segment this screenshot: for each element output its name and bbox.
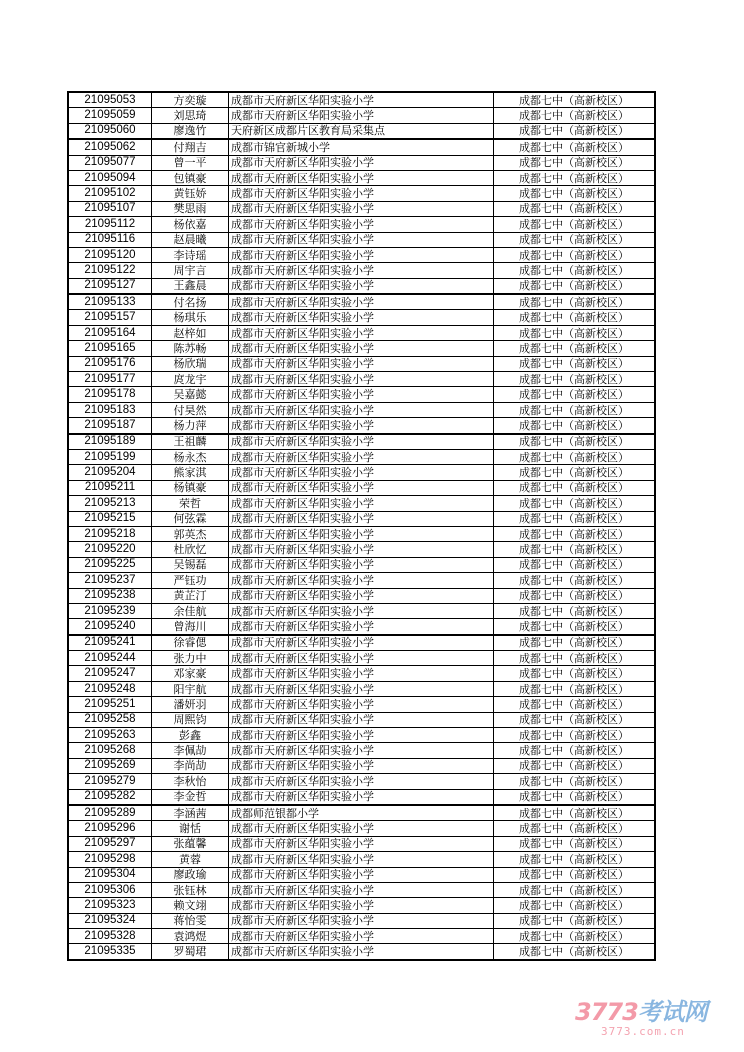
destination-cell: 成都七中（高新校区）: [494, 247, 656, 262]
table-row: [68, 651, 655, 666]
student-id-cell: 21095094: [68, 170, 152, 185]
table-row: [68, 557, 655, 572]
destination-cell: 成都七中（高新校区）: [494, 496, 656, 511]
school-cell: 成都市天府新区华阳实验小学: [229, 898, 494, 913]
destination-cell: 成都七中（高新校区）: [494, 743, 656, 758]
table-row: [68, 108, 655, 123]
student-name-cell: 王鑫晨: [152, 278, 229, 294]
school-cell: 成都市天府新区华阳实验小学: [229, 526, 494, 541]
student-name-cell: 周宇言: [152, 263, 229, 278]
table-row: [68, 341, 655, 356]
school-cell: 成都市天府新区华阳实验小学: [229, 278, 494, 294]
table-row: [68, 278, 655, 294]
student-id-cell: 21095187: [68, 418, 152, 434]
table-row: [68, 186, 655, 201]
school-cell: 成都市天府新区华阳实验小学: [229, 697, 494, 712]
school-cell: 成都市天府新区华阳实验小学: [229, 480, 494, 495]
student-id-cell: 21095237: [68, 573, 152, 588]
school-cell: 成都市天府新区华阳实验小学: [229, 944, 494, 960]
school-cell: 成都市天府新区华阳实验小学: [229, 170, 494, 185]
student-name-cell: 荣哲: [152, 496, 229, 511]
destination-cell: 成都七中（高新校区）: [494, 944, 656, 960]
student-id-cell: 21095060: [68, 123, 152, 139]
school-cell: 成都市天府新区华阳实验小学: [229, 852, 494, 867]
destination-cell: 成都七中（高新校区）: [494, 789, 656, 805]
student-name-cell: 付名扬: [152, 294, 229, 310]
student-name-cell: 陈苏畅: [152, 341, 229, 356]
student-name-cell: 吴锡磊: [152, 557, 229, 572]
table-row: [68, 155, 655, 170]
destination-cell: 成都七中（高新校区）: [494, 186, 656, 201]
table-row: [68, 635, 655, 651]
table-row: [68, 496, 655, 511]
student-id-cell: 21095213: [68, 496, 152, 511]
table-row: [68, 294, 655, 310]
table-row: [68, 697, 655, 712]
table-row: [68, 526, 655, 541]
student-id-cell: 21095062: [68, 139, 152, 155]
destination-cell: 成都七中（高新校区）: [494, 635, 656, 651]
destination-cell: 成都七中（高新校区）: [494, 603, 656, 618]
school-cell: 成都市天府新区华阳实验小学: [229, 155, 494, 170]
student-id-cell: 21095251: [68, 697, 152, 712]
student-id-cell: 21095297: [68, 836, 152, 851]
table-row: [68, 232, 655, 247]
destination-cell: 成都七中（高新校区）: [494, 387, 656, 402]
student-name-cell: 严钰功: [152, 573, 229, 588]
table-row: [68, 573, 655, 588]
table-row: [68, 310, 655, 325]
school-cell: 成都市天府新区华阳实验小学: [229, 108, 494, 123]
destination-cell: 成都七中（高新校区）: [494, 805, 656, 821]
student-name-cell: 赵梓如: [152, 325, 229, 340]
destination-cell: 成都七中（高新校区）: [494, 217, 656, 232]
student-id-cell: 21095122: [68, 263, 152, 278]
student-name-cell: 郭英杰: [152, 526, 229, 541]
school-cell: 成都市天府新区华阳实验小学: [229, 387, 494, 402]
table-row: [68, 603, 655, 618]
student-name-cell: 彭鑫: [152, 728, 229, 743]
student-name-cell: 方奕璇: [152, 92, 229, 108]
school-cell: 成都师范银都小学: [229, 805, 494, 821]
school-cell: 成都市天府新区华阳实验小学: [229, 496, 494, 511]
destination-cell: 成都七中（高新校区）: [494, 913, 656, 928]
student-name-cell: 黄芷汀: [152, 588, 229, 603]
school-cell: 成都市天府新区华阳实验小学: [229, 217, 494, 232]
table-row: [68, 201, 655, 216]
student-id-cell: 21095238: [68, 588, 152, 603]
destination-cell: 成都七中（高新校区）: [494, 123, 656, 139]
student-id-cell: 21095247: [68, 666, 152, 681]
table-row: [68, 356, 655, 371]
student-name-cell: 袁鸿煜: [152, 929, 229, 944]
table-row: [68, 434, 655, 450]
school-cell: 成都市天府新区华阳实验小学: [229, 929, 494, 944]
student-name-cell: 余佳航: [152, 603, 229, 618]
student-name-cell: 黄钰娇: [152, 186, 229, 201]
destination-cell: 成都七中（高新校区）: [494, 774, 656, 789]
destination-cell: 成都七中（高新校区）: [494, 325, 656, 340]
student-id-cell: 21095324: [68, 913, 152, 928]
school-cell: 成都市天府新区华阳实验小学: [229, 186, 494, 201]
school-cell: 成都市天府新区华阳实验小学: [229, 882, 494, 897]
school-cell: 成都市天府新区华阳实验小学: [229, 603, 494, 618]
student-name-cell: 杨镇豪: [152, 480, 229, 495]
student-name-cell: 廖政瑜: [152, 867, 229, 882]
student-name-cell: 谢恬: [152, 821, 229, 836]
school-cell: 成都市天府新区华阳实验小学: [229, 310, 494, 325]
student-id-cell: 21095241: [68, 635, 152, 651]
table-row: [68, 882, 655, 897]
student-name-cell: 付翔吉: [152, 139, 229, 155]
table-row: [68, 758, 655, 773]
student-id-cell: 21095177: [68, 372, 152, 387]
school-cell: 成都市天府新区华阳实验小学: [229, 511, 494, 526]
table-row: [68, 465, 655, 480]
student-name-cell: 熊家淇: [152, 465, 229, 480]
destination-cell: 成都七中（高新校区）: [494, 449, 656, 464]
destination-cell: 成都七中（高新校区）: [494, 619, 656, 635]
student-id-cell: 21095053: [68, 92, 152, 108]
table-row: [68, 852, 655, 867]
student-name-cell: 张力中: [152, 651, 229, 666]
school-cell: 成都市天府新区华阳实验小学: [229, 247, 494, 262]
student-name-cell: 杜欣忆: [152, 542, 229, 557]
table-row: [68, 836, 655, 851]
destination-cell: 成都七中（高新校区）: [494, 402, 656, 417]
student-id-cell: 21095282: [68, 789, 152, 805]
table-row: [68, 588, 655, 603]
student-id-cell: 21095244: [68, 651, 152, 666]
student-name-cell: 曾一平: [152, 155, 229, 170]
student-name-cell: 徐睿偲: [152, 635, 229, 651]
destination-cell: 成都七中（高新校区）: [494, 666, 656, 681]
destination-cell: 成都七中（高新校区）: [494, 557, 656, 572]
table-row: [68, 92, 655, 108]
destination-cell: 成都七中（高新校区）: [494, 588, 656, 603]
destination-cell: 成都七中（高新校区）: [494, 434, 656, 450]
student-name-cell: 杨力萍: [152, 418, 229, 434]
school-cell: 成都市天府新区华阳实验小学: [229, 92, 494, 108]
student-name-cell: 罗蜀珺: [152, 944, 229, 960]
school-cell: 天府新区成都片区教育局采集点: [229, 123, 494, 139]
student-name-cell: 蒋怡雯: [152, 913, 229, 928]
destination-cell: 成都七中（高新校区）: [494, 882, 656, 897]
table-row: [68, 743, 655, 758]
watermark-text: 考试网: [637, 998, 707, 1026]
student-id-cell: 21095164: [68, 325, 152, 340]
table-row: [68, 712, 655, 727]
watermark-number: 3773: [575, 998, 638, 1026]
student-name-cell: 邓家豪: [152, 666, 229, 681]
student-name-cell: 张蕴馨: [152, 836, 229, 851]
school-cell: 成都市天府新区华阳实验小学: [229, 557, 494, 572]
destination-cell: 成都七中（高新校区）: [494, 542, 656, 557]
student-id-cell: 21095225: [68, 557, 152, 572]
table-row: [68, 681, 655, 696]
student-name-cell: 吴嘉懿: [152, 387, 229, 402]
student-name-cell: 赖文翊: [152, 898, 229, 913]
destination-cell: 成都七中（高新校区）: [494, 728, 656, 743]
watermark-url: 3773.com.cn: [601, 1025, 685, 1038]
table-row: [68, 666, 655, 681]
student-id-cell: 21095183: [68, 402, 152, 417]
school-cell: 成都市天府新区华阳实验小学: [229, 418, 494, 434]
student-id-cell: 21095215: [68, 511, 152, 526]
destination-cell: 成都七中（高新校区）: [494, 898, 656, 913]
school-cell: 成都市天府新区华阳实验小学: [229, 542, 494, 557]
student-id-cell: 21095304: [68, 867, 152, 882]
table-row: [68, 774, 655, 789]
school-cell: 成都市天府新区华阳实验小学: [229, 449, 494, 464]
student-name-cell: 张钰林: [152, 882, 229, 897]
student-name-cell: 阳宇航: [152, 681, 229, 696]
table-row: [68, 728, 655, 743]
student-id-cell: 21095112: [68, 217, 152, 232]
table-row: [68, 170, 655, 185]
destination-cell: 成都七中（高新校区）: [494, 712, 656, 727]
student-name-cell: 杨依嘉: [152, 217, 229, 232]
student-id-cell: 21095258: [68, 712, 152, 727]
school-cell: 成都市锦官新城小学: [229, 139, 494, 155]
destination-cell: 成都七中（高新校区）: [494, 341, 656, 356]
school-cell: 成都市天府新区华阳实验小学: [229, 465, 494, 480]
table-row: [68, 387, 655, 402]
table-row: [68, 325, 655, 340]
destination-cell: 成都七中（高新校区）: [494, 480, 656, 495]
student-id-cell: 21095298: [68, 852, 152, 867]
table-row: [68, 449, 655, 464]
student-name-cell: 杨琪乐: [152, 310, 229, 325]
student-name-cell: 曾海川: [152, 619, 229, 635]
destination-cell: 成都七中（高新校区）: [494, 92, 656, 108]
student-id-cell: 21095248: [68, 681, 152, 696]
destination-cell: 成都七中（高新校区）: [494, 758, 656, 773]
student-id-cell: 21095263: [68, 728, 152, 743]
student-name-cell: 李诗瑶: [152, 247, 229, 262]
table-row: [68, 247, 655, 262]
table-row: [68, 263, 655, 278]
school-cell: 成都市天府新区华阳实验小学: [229, 789, 494, 805]
table-row: [68, 123, 655, 139]
student-name-cell: 潘妍羽: [152, 697, 229, 712]
table-row: [68, 372, 655, 387]
school-cell: 成都市天府新区华阳实验小学: [229, 402, 494, 417]
student-id-cell: 21095335: [68, 944, 152, 960]
school-cell: 成都市天府新区华阳实验小学: [229, 913, 494, 928]
school-cell: 成都市天府新区华阳实验小学: [229, 743, 494, 758]
table-row: [68, 511, 655, 526]
student-id-cell: 21095296: [68, 821, 152, 836]
table-row: [68, 929, 655, 944]
watermark-brand: [575, 992, 725, 1027]
student-name-cell: 周熙钧: [152, 712, 229, 727]
school-cell: 成都市天府新区华阳实验小学: [229, 201, 494, 216]
student-id-cell: 21095178: [68, 387, 152, 402]
student-id-cell: 21095220: [68, 542, 152, 557]
table-row: [68, 789, 655, 805]
student-name-cell: 庹龙宇: [152, 372, 229, 387]
destination-cell: 成都七中（高新校区）: [494, 929, 656, 944]
student-id-cell: 21095269: [68, 758, 152, 773]
destination-cell: 成都七中（高新校区）: [494, 232, 656, 247]
destination-cell: 成都七中（高新校区）: [494, 511, 656, 526]
school-cell: 成都市天府新区华阳实验小学: [229, 588, 494, 603]
table-row: [68, 139, 655, 155]
school-cell: 成都市天府新区华阳实验小学: [229, 836, 494, 851]
school-cell: 成都市天府新区华阳实验小学: [229, 325, 494, 340]
destination-cell: 成都七中（高新校区）: [494, 573, 656, 588]
student-id-cell: 21095240: [68, 619, 152, 635]
destination-cell: 成都七中（高新校区）: [494, 526, 656, 541]
school-cell: 成都市天府新区华阳实验小学: [229, 573, 494, 588]
table-row: [68, 217, 655, 232]
destination-cell: 成都七中（高新校区）: [494, 821, 656, 836]
student-id-cell: 21095127: [68, 278, 152, 294]
school-cell: 成都市天府新区华阳实验小学: [229, 712, 494, 727]
table-row: [68, 898, 655, 913]
student-name-cell: 廖逸竹: [152, 123, 229, 139]
school-cell: 成都市天府新区华阳实验小学: [229, 728, 494, 743]
table-row: [68, 821, 655, 836]
table-row: [68, 480, 655, 495]
student-id-cell: 21095239: [68, 603, 152, 618]
student-id-cell: 21095189: [68, 434, 152, 450]
school-cell: 成都市天府新区华阳实验小学: [229, 434, 494, 450]
student-name-cell: 樊思雨: [152, 201, 229, 216]
student-name-cell: 付昊然: [152, 402, 229, 417]
student-id-cell: 21095289: [68, 805, 152, 821]
student-id-cell: 21095157: [68, 310, 152, 325]
student-name-cell: 刘思琦: [152, 108, 229, 123]
student-id-cell: 21095268: [68, 743, 152, 758]
school-cell: 成都市天府新区华阳实验小学: [229, 651, 494, 666]
school-cell: 成都市天府新区华阳实验小学: [229, 758, 494, 773]
table-row: [68, 418, 655, 434]
destination-cell: 成都七中（高新校区）: [494, 294, 656, 310]
student-name-cell: 李尚劼: [152, 758, 229, 773]
school-cell: 成都市天府新区华阳实验小学: [229, 372, 494, 387]
destination-cell: 成都七中（高新校区）: [494, 465, 656, 480]
student-id-cell: 21095107: [68, 201, 152, 216]
destination-cell: 成都七中（高新校区）: [494, 139, 656, 155]
student-name-cell: 王祖麟: [152, 434, 229, 450]
school-cell: 成都市天府新区华阳实验小学: [229, 232, 494, 247]
watermark-logo: [575, 992, 725, 1040]
destination-cell: 成都七中（高新校区）: [494, 108, 656, 123]
student-id-cell: 21095116: [68, 232, 152, 247]
student-id-cell: 21095323: [68, 898, 152, 913]
school-cell: 成都市天府新区华阳实验小学: [229, 619, 494, 635]
student-id-cell: 21095199: [68, 449, 152, 464]
student-id-cell: 21095211: [68, 480, 152, 495]
school-cell: 成都市天府新区华阳实验小学: [229, 294, 494, 310]
student-id-cell: 21095133: [68, 294, 152, 310]
student-name-cell: 李金哲: [152, 789, 229, 805]
destination-cell: 成都七中（高新校区）: [494, 697, 656, 712]
school-cell: 成都市天府新区华阳实验小学: [229, 341, 494, 356]
destination-cell: 成都七中（高新校区）: [494, 836, 656, 851]
table-row: [68, 402, 655, 417]
school-cell: 成都市天府新区华阳实验小学: [229, 774, 494, 789]
destination-cell: 成都七中（高新校区）: [494, 852, 656, 867]
school-cell: 成都市天府新区华阳实验小学: [229, 356, 494, 371]
student-name-cell: 李涵茜: [152, 805, 229, 821]
student-id-cell: 21095279: [68, 774, 152, 789]
student-id-cell: 21095165: [68, 341, 152, 356]
destination-cell: 成都七中（高新校区）: [494, 867, 656, 882]
student-name-cell: 黄蓉: [152, 852, 229, 867]
school-cell: 成都市天府新区华阳实验小学: [229, 821, 494, 836]
destination-cell: 成都七中（高新校区）: [494, 310, 656, 325]
student-name-cell: 杨欣瑞: [152, 356, 229, 371]
student-id-cell: 21095176: [68, 356, 152, 371]
student-name-cell: 何弦霖: [152, 511, 229, 526]
student-id-cell: 21095059: [68, 108, 152, 123]
student-name-cell: 杨永杰: [152, 449, 229, 464]
school-cell: 成都市天府新区华阳实验小学: [229, 681, 494, 696]
student-id-cell: 21095120: [68, 247, 152, 262]
student-name-cell: 包镇豪: [152, 170, 229, 185]
student-id-cell: 21095204: [68, 465, 152, 480]
destination-cell: 成都七中（高新校区）: [494, 155, 656, 170]
table-row: [68, 913, 655, 928]
destination-cell: 成都七中（高新校区）: [494, 651, 656, 666]
admission-table: [67, 91, 656, 961]
student-id-cell: 21095077: [68, 155, 152, 170]
student-name-cell: 赵晨曦: [152, 232, 229, 247]
student-name-cell: 李佩劼: [152, 743, 229, 758]
destination-cell: 成都七中（高新校区）: [494, 418, 656, 434]
table-row: [68, 944, 655, 960]
table-row: [68, 542, 655, 557]
school-cell: 成都市天府新区华阳实验小学: [229, 867, 494, 882]
destination-cell: 成都七中（高新校区）: [494, 278, 656, 294]
destination-cell: 成都七中（高新校区）: [494, 356, 656, 371]
school-cell: 成都市天府新区华阳实验小学: [229, 635, 494, 651]
destination-cell: 成都七中（高新校区）: [494, 170, 656, 185]
admission-list: [67, 91, 656, 961]
school-cell: 成都市天府新区华阳实验小学: [229, 263, 494, 278]
table-row: [68, 867, 655, 882]
destination-cell: 成都七中（高新校区）: [494, 201, 656, 216]
destination-cell: 成都七中（高新校区）: [494, 263, 656, 278]
destination-cell: 成都七中（高新校区）: [494, 372, 656, 387]
table-row: [68, 805, 655, 821]
admission-table-body: [68, 92, 655, 960]
student-id-cell: 21095218: [68, 526, 152, 541]
school-cell: 成都市天府新区华阳实验小学: [229, 666, 494, 681]
student-id-cell: 21095328: [68, 929, 152, 944]
table-row: [68, 619, 655, 635]
student-id-cell: 21095306: [68, 882, 152, 897]
destination-cell: 成都七中（高新校区）: [494, 681, 656, 696]
student-name-cell: 李秋怡: [152, 774, 229, 789]
student-id-cell: 21095102: [68, 186, 152, 201]
